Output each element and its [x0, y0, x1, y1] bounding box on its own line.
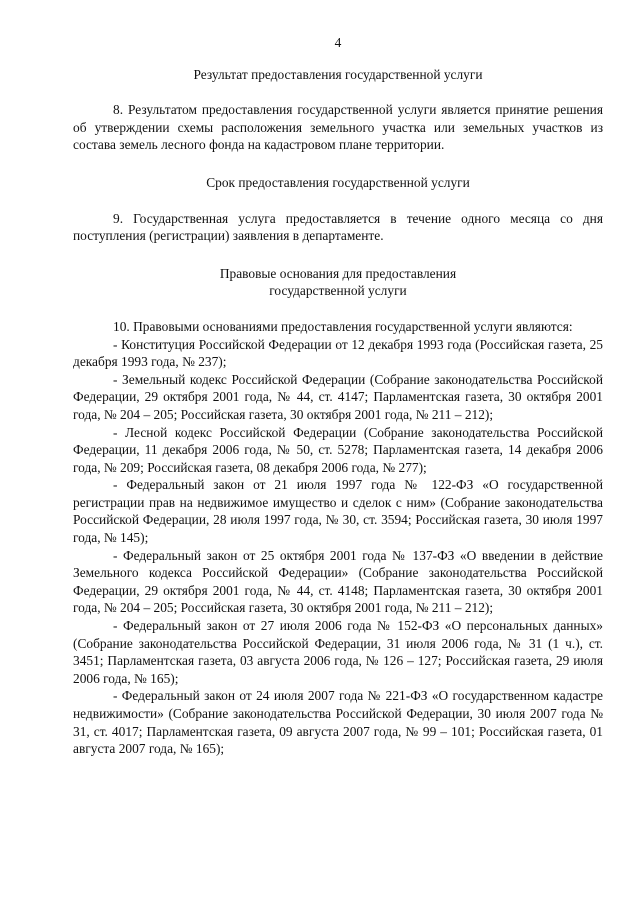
legal-list-item: - Федеральный закон от 21 июля 1997 года № 122-ФЗ «О государственной регистрации прав на недвижимое имущество и сделок с ним» (Собрание законодательства Российской Федерации, 28 июля 1997 года, № 30, ст. 3594; Российская газета, 30 июля 1997 года, № 145); — [73, 477, 603, 546]
legal-heading — [73, 265, 603, 300]
document-page — [73, 34, 603, 758]
legal-list-item: - Земельный кодекс Российской Федерации (Собрание законодательства Российской Федерации, 29 октября 2001 года, № 44, ст. 4147; Парламентская газета, 30 октября 2001 года, № 204 – 205; Российская газета, 30 октября 2001 года, № 211 – 212); — [73, 371, 603, 422]
result-paragraph: 8. Результатом предоставления государственной услуги является принятие решения об утверждении схемы расположения земельного участка или земельных участков из состава земель лесного фонда на кадастровом плане территории. — [73, 102, 603, 153]
term-paragraph: 9. Государственная услуга предоставляется в течение одного месяца со дня поступления (регистрации) заявления в департаменте. — [73, 210, 603, 244]
legal-list-item: - Федеральный закон от 24 июля 2007 года № 221-ФЗ «О государственном кадастре недвижимости» (Собрание законодательства Российской Федерации, 30 июля 2007 года № 31, ст. 4017; Парламентская газета, 09 августа 2007 года, № 99 – 101; Российская газета, 01 августа 2007 года, № 165); — [73, 688, 603, 757]
legal-heading-line1: Правовые основания для предоставления — [219, 265, 457, 281]
legal-list-item: - Федеральный закон от 25 октября 2001 года № 137-ФЗ «О введении в действие Земельного кодекса Российской Федерации» (Собрание законодательства Российской Федерации, 29 октября 2001 года, № 44, ст. 4148; Парламентская газета, 30 октября 2001 года, № 204 – 205; Российская газета, 30 октября 2001 года, № 211 – 212); — [73, 547, 603, 616]
page-number: 4 — [334, 35, 342, 50]
result-heading: Результат предоставления государственной услуги — [193, 66, 483, 82]
legal-list-item: - Федеральный закон от 27 июля 2006 года № 152-ФЗ «О персональных данных» (Собрание законодательства Российской Федерации, 31 июля 2006 года, № 31 (1 ч.), ст. 3451; Парламентская газета, 03 августа 2006 года, № 126 – 127; Российская газета, 29 июля 2006 года, № 165); — [73, 618, 603, 686]
legal-list-item: - Лесной кодекс Российской Федерации (Собрание законодательства Российской Федерации, 11 декабря 2006 года, № 50, ст. 5278; Парламентская газета, 14 декабря 2006 года, № 209; Российская газета, 08 декабря 2006 года, № 277); — [73, 424, 603, 475]
legal-heading-line2: государственной услуги — [269, 283, 407, 299]
legal-list-item: - Конституция Российской Федерации от 12 декабря 1993 года (Российская газета, 25 декабря 1993 года, № 237); — [73, 336, 603, 370]
legal-intro: 10. Правовыми основаниями предоставления государственной услуги являются: — [113, 318, 573, 334]
term-heading: Срок предоставления государственной услуги — [206, 174, 470, 190]
legal-list — [73, 336, 603, 758]
